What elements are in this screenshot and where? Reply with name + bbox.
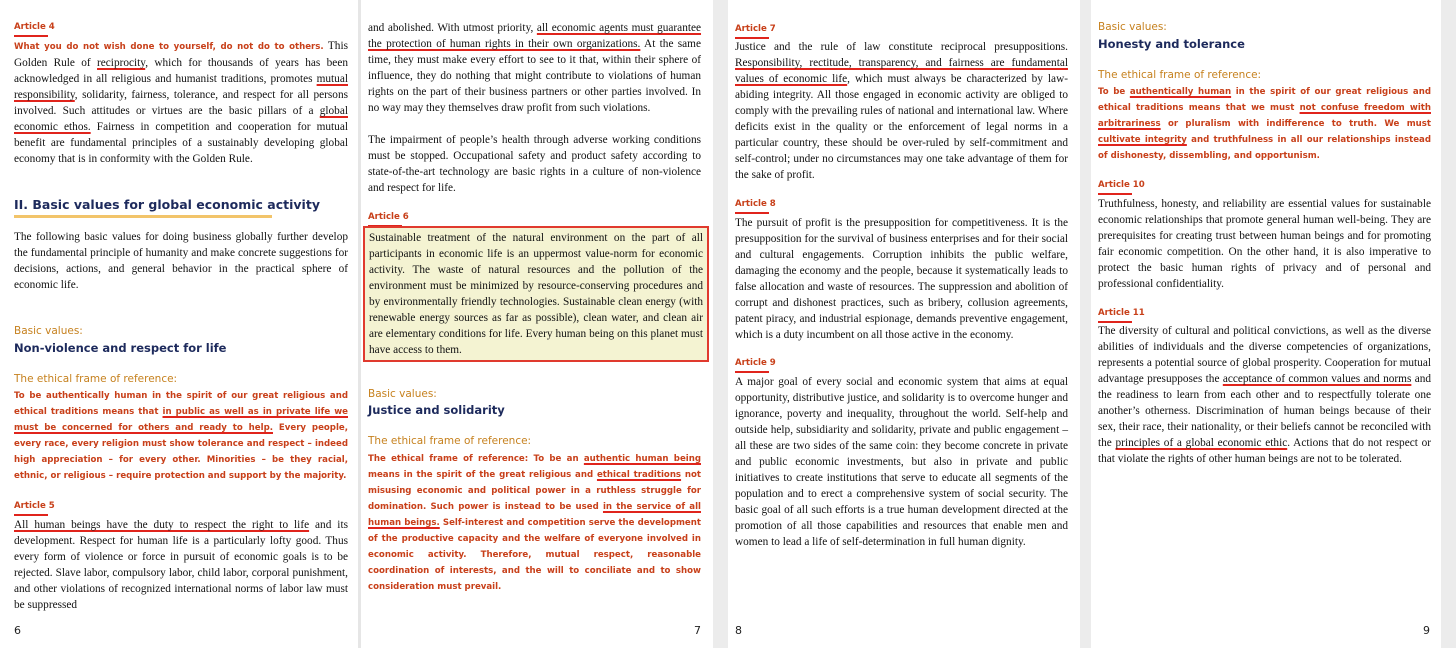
basic-values-title: Non-violence and respect for life (14, 341, 227, 355)
page-gutter (1441, 0, 1456, 648)
article-4-label: Article 4 (14, 20, 55, 37)
article-9-text: A major goal of every social and economic system that aims at equal opportunity, distributive justice, and solidarity is to overcome hunger and ignorance, poverty and inequality, throughout the world. Self-help and outside help, subsidiarity and solidarity, private and public engagement – all these are two sides of the same coin: they become concrete in private and public economic investments, but also in private and public initiatives to create institutions that serve to educate all segments of the population and to erect a comprehensive system of social security. The basic goal of all such efforts is a true human development directed at the promotion of all those capabilities and resources that enable men and women to lead a life of self-determination in full human dignity. (735, 376, 1068, 548)
health-paragraph: The impairment of people’s health through adverse working conditions must be stopped. Occupational safety and product safety according to state-of-the-art technology are basic rights in a culture of non-violence and respect for life. (368, 134, 701, 194)
basic-values-title: Honesty and tolerance (1098, 37, 1245, 51)
page-6 (0, 0, 358, 648)
ethical-frame-label: The ethical frame of reference: (368, 435, 532, 447)
page-9 (1091, 0, 1441, 648)
article-9-label: Article 9 (735, 356, 776, 373)
ethical-frame-text: The ethical frame of reference: To be an authentic human being means in the spirit of the great religious and ethical traditions not misusing economic and political power in a ruthless struggle for domination. Such power is instead to be used in the service of all human beings. Self-interest and competition serve the development of the productive capacity and the welfare of everyone involved in economic activity. Therefore, mutual respect, reasonable coordination of interests, and the will to conciliate and to show consideration must prevail. (368, 454, 702, 592)
article-7-label: Article 7 (735, 22, 776, 39)
article-11-text: The diversity of cultural and political convictions, as well as the diverse abilities of individuals and the diverse competencies of organizations, represents a potential source of global prosperity. Cooperation for mutual advantage presupposes the acceptance of common values and norms and the readiness to learn from each other and to respectfully tolerate one another’s otherness. Discrimination of human beings because of their sex, their race, their nationality, or their beliefs cannot be reconciled with the principles of a global economic ethic. Actions that do not respect or that violate the rights of other human beings are not to be tolerated. (1098, 325, 1431, 465)
section-heading: II. Basic values for global economic activity (14, 197, 320, 218)
article-6-highlight-box: Sustainable treatment of the natural environment on the part of all participants in economic life is an uppermost value-norm for economic activity. The waste of natural resources and the pollution of the environment must be minimized by resource-conserving procedures and by environmentally friendly technologies. Sustainable clean energy (with renewable energy sources as far as possible), clean water, and clean air are elementary conditions for life. Every human being on this planet must have access to them. (363, 226, 709, 362)
ethical-frame-label: The ethical frame of reference: (14, 373, 178, 385)
article-11-label: Article 11 (1098, 306, 1145, 323)
page-gutter (1080, 0, 1091, 648)
article-8-label: Article 8 (735, 197, 776, 214)
basic-values-label: Basic values: (1098, 21, 1167, 33)
ethical-frame-text: To be authentically human in the spirit of our great religious and ethical traditions means that in public as well as in private life we must be concerned for others and ready to help. Every people, every race, every religion must show tolerance and respect – indeed high appreciation – for every other. Minorities – be they racial, ethnic, or religious – require protection and support by the majority. (14, 391, 348, 481)
intro-paragraph: The following basic values for doing business globally further develop the fundamental principle of humanity and make concrete suggestions for decisions, actions, and general behavior in the practical sphere of economic life. (14, 231, 348, 291)
page-8 (728, 0, 1080, 648)
page-7 (361, 0, 713, 648)
page-number: 6 (14, 624, 21, 637)
article-4-text: What you do not wish done to yourself, do not do to others. This Golden Rule of reciprocity, which for thousands of years has been acknowledged in all religious and humanist traditions, promotes mutual responsibility, solidarity, fairness, tolerance, and respect for all persons involved. Such attitudes or virtues are the basic pillars of a global economic ethos. Fairness in competition and cooperation for mutual benefit are fundamental principles of a sustainably developing global economy that is in conformity with the Golden Rule. (14, 40, 348, 165)
article-8-text: The pursuit of profit is the presupposition for competitiveness. It is the presupposition for the survival of business enterprises and for their social and cultural engagements. Corruption inhibits the public welfare, damaging the economy and the people, because it systematically leads to false allocation and waste of resources. The suppression and abolition of corrupt and dishonest practices, such as bribery, collusion agreements, patent piracy, and industrial espionage, demands preventive engagement, which is a duty incumbent on all those active in the economy. (735, 217, 1068, 341)
article-6-label: Article 6 (368, 210, 409, 227)
article-10-label: Article 10 (1098, 178, 1145, 195)
ethical-frame-text: To be authentically human in the spirit of our great religious and ethical traditions means that we must not confuse freedom with arbitrariness or pluralism with indifference to truth. We must cultivate integrity and truthfulness in all our relationships instead of dishonesty, dissembling, and opportunism. (1098, 87, 1431, 161)
continued-paragraph: and abolished. With utmost priority, all economic agents must guarantee the protection of human rights in their own organizations. At the same time, they must make every effort to see to it that, within their sphere of influence, they do nothing that might contribute to violations of human rights on the part of their business partners or other parties involved. In no way may they themselves draw profit from such violations. (368, 22, 702, 114)
page-number: 9 (1423, 624, 1430, 637)
article-5-label: Article 5 (14, 499, 55, 516)
article-5-text: All human beings have the duty to respect the right to life and its development. Respect for human life is a particularly lofty good. Thus every form of violence or force in pursuit of economic goals is to be rejected. Slave labor, compulsory labor, child labor, corporal punishment, and other violations of recognized international norms of labor law must be suppressed (14, 519, 348, 611)
page-number: 7 (694, 624, 701, 637)
ethical-frame-label: The ethical frame of reference: (1098, 69, 1262, 81)
article-10-text: Truthfulness, honesty, and reliability are essential values for sustainable economic relationships that promote general human well-being. They are prerequisites for creating trust between human beings and for promoting fair economic competition. On the other hand, it is also imperative to protect the basic human rights of privacy and of personal and professional confidentiality. (1098, 198, 1431, 290)
golden-rule-text: What you do not wish done to yourself, do not do to others. (14, 42, 324, 52)
article-7-text: Justice and the rule of law constitute reciprocal presuppositions. Responsibility, rectitude, transparency, and fairness are fundamental values of economic life, which must always be characterized by law-abiding integrity. All those engaged in economic activity are obliged to comply with the prevailing rules of national and international law. Where deficits exist in the quality or the enforcement of legal norms in a particular country, these should be over-ruled by self-commitment and self-control; under no circumstances may one take advantage of them for the sake of profit. (735, 41, 1068, 181)
page-number: 8 (735, 624, 742, 637)
basic-values-label: Basic values: (14, 325, 83, 337)
basic-values-title: Justice and solidarity (368, 403, 505, 417)
page-gutter (713, 0, 728, 648)
basic-values-label: Basic values: (368, 388, 437, 400)
